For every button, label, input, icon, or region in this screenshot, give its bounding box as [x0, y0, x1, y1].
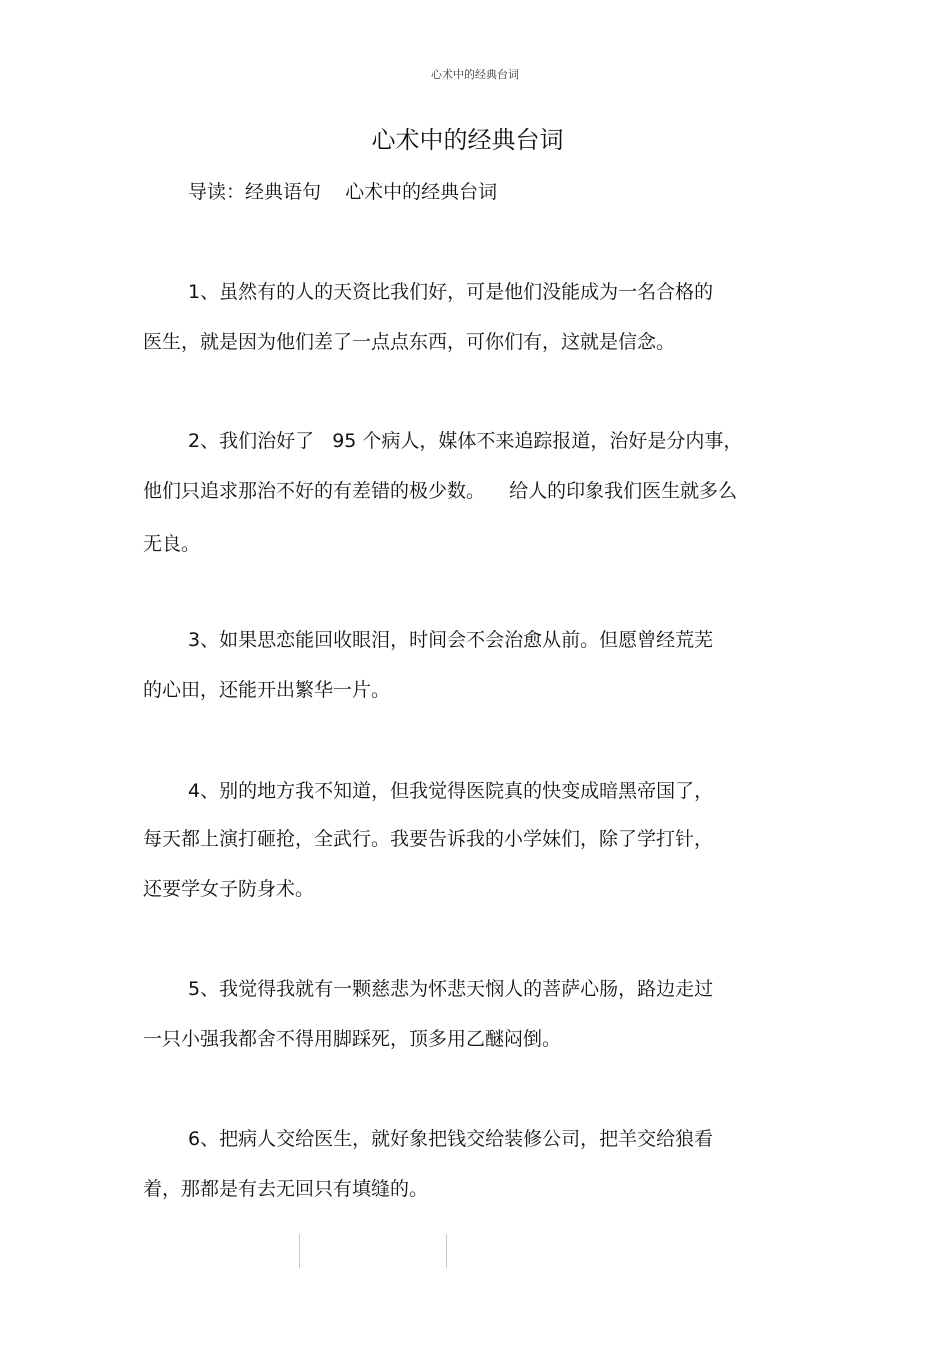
- quote-4-line-3: 还要学女子防身术。: [143, 878, 315, 900]
- quote-5-line-1: 5、我觉得我就有一颗慈悲为怀悲天悯人的菩萨心肠，路边走过: [188, 978, 714, 1000]
- quote-5-line-2: 一只小强我都舍不得用脚踩死，顶多用乙醚闷倒。: [143, 1028, 562, 1050]
- vertical-rule-right: [446, 1234, 447, 1268]
- quote-1-line-2: 医生，就是因为他们差了一点点东西，可你们有，这就是信念。: [143, 331, 676, 353]
- quote-4-line-2: 每天都上演打砸抢，全武行。我要告诉我的小学妹们，除了学打针，: [143, 828, 714, 850]
- quote-2-line-1: 2、我们治好了 95 个病人，媒体不来追踪报道，治好是分内事，: [188, 430, 743, 452]
- quote-2-line-2: 他们只追求那治不好的有差错的极少数。 给人的印象我们医生就多么: [143, 480, 738, 502]
- intro-line: 导读：经典语句 心术中的经典台词: [188, 181, 498, 203]
- quote-6-line-2: 着，那都是有去无回只有填缝的。: [143, 1178, 429, 1200]
- vertical-rule-left: [299, 1234, 300, 1268]
- quote-1-line-1: 1、虽然有的人的天资比我们好，可是他们没能成为一名合格的: [188, 281, 714, 303]
- quote-2-line-3: 无良。: [143, 533, 201, 555]
- quote-4-line-1: 4、别的地方我不知道，但我觉得医院真的快变成暗黑帝国了，: [188, 780, 714, 802]
- page-title: 心术中的经典台词: [371, 126, 564, 154]
- running-header: 心术中的经典台词: [431, 68, 519, 81]
- quote-3-line-2: 的心田，还能开出繁华一片。: [143, 679, 391, 701]
- quote-3-line-1: 3、如果思恋能回收眼泪，时间会不会治愈从前。但愿曾经荒芜: [188, 629, 714, 651]
- quote-6-line-1: 6、把病人交给医生，就好象把钱交给装修公司，把羊交给狼看: [188, 1128, 714, 1150]
